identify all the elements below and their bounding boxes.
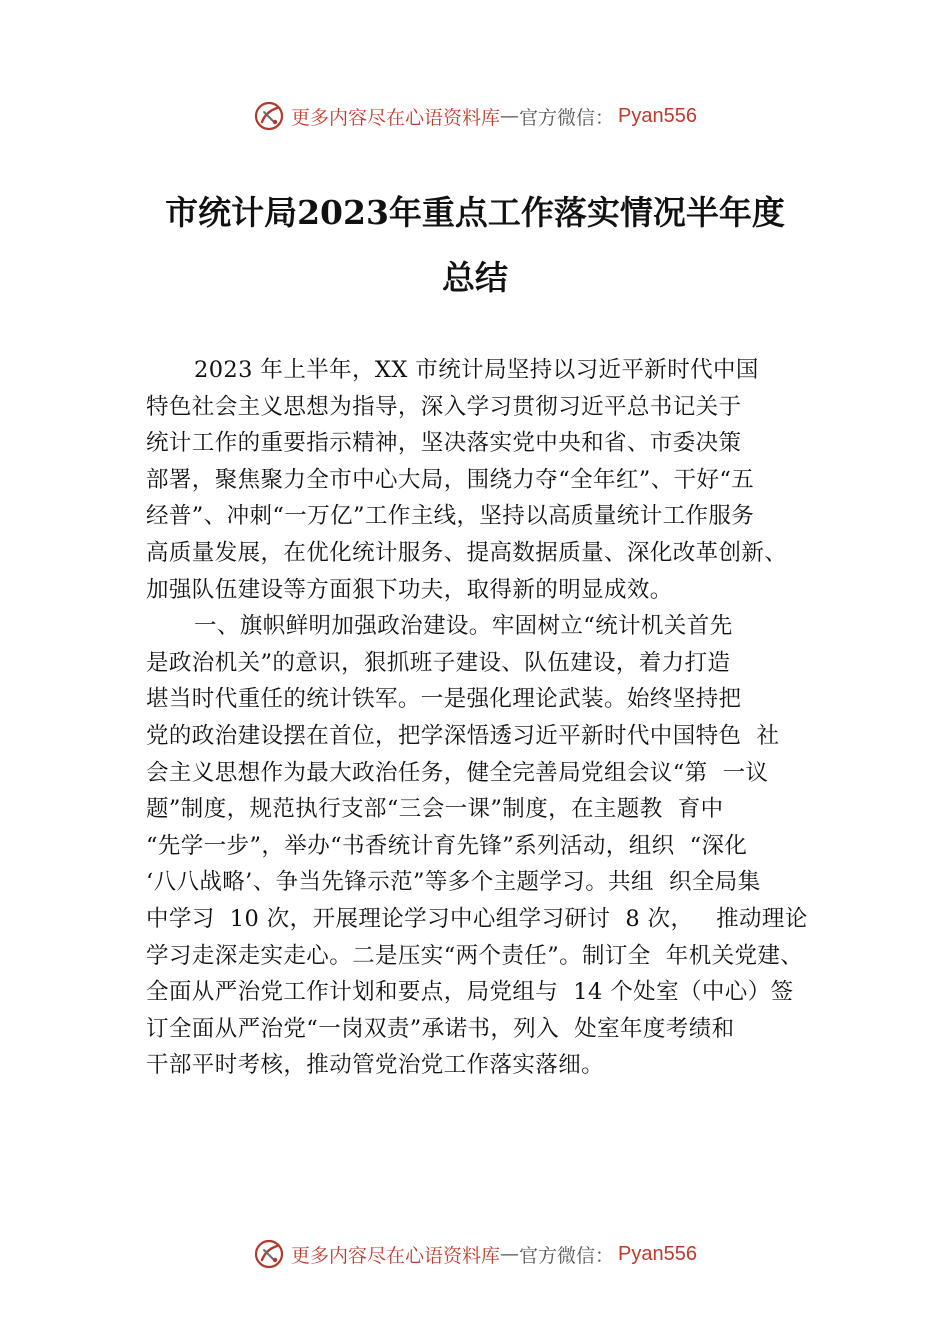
body-line: 部署，聚焦聚力全市中心大局，围绕力夺“全年红”、干好“五	[146, 466, 755, 493]
body-line: 全面从严治党工作计划和要点，局党组与 14 个处室（中心）签	[146, 979, 794, 1006]
brand-logo-icon	[253, 100, 285, 132]
body-line: 2023 年上半年，XX 市统计局坚持以习近平新时代中国	[194, 357, 759, 383]
body-line: 经普”、冲刺“一万亿”工作主线，坚持以高质量统计工作服务	[146, 503, 755, 530]
body-line: 中学习 10 次，开展理论学习中心组学习研讨 8 次， 推动理论	[146, 905, 808, 932]
banner-wechat-label: 官方微信：	[519, 106, 615, 129]
banner-wechat-id: Pyan556	[618, 104, 697, 127]
body-line: 干部平时考核，推动管党治党工作落实落细。	[146, 1052, 605, 1079]
banner-main-text: 更多内容尽在心语资料库	[291, 1244, 501, 1267]
document-body	[146, 352, 846, 1084]
brand-logo-icon	[253, 1238, 285, 1270]
footer-banner	[0, 1234, 950, 1274]
body-line: 一、旗帜鲜明加强政治建设。牢固树立“统计机关首先	[194, 613, 733, 640]
document-title-line-1: 市统计局2023年重点工作落实情况半年度	[165, 193, 785, 232]
banner-wechat-label: 官方微信：	[519, 1244, 615, 1267]
body-line: 会主义思想作为最大政治任务，健全完善局党组会议“第 一议	[146, 759, 769, 786]
body-line: 高质量发展，在优化统计服务、提高数据质量、深化改革创新、	[146, 539, 788, 566]
body-line: 党的政治建设摆在首位，把学深悟透习近平新时代中国特色 社	[146, 722, 780, 749]
document-title-line-2: 总结	[442, 258, 508, 297]
body-line: 是政治机关”的意识，狠抓班子建设、队伍建设，着力打造	[146, 649, 731, 676]
header-banner	[0, 96, 950, 136]
banner-main-text: 更多内容尽在心语资料库	[291, 106, 501, 129]
body-line: 题”制度，规范执行支部“三会一课”制度，在主题教 育中	[146, 796, 724, 823]
body-line: 学习走深走实走心。二是压实“两个责任”。制订全 年机关党建、	[146, 942, 804, 969]
banner-separator: —	[500, 1243, 520, 1265]
body-line: 加强队伍建设等方面狠下功夫，取得新的明显成效。	[146, 576, 673, 603]
body-line: 堪当时代重任的统计铁军。一是强化理论武装。始终坚持把	[146, 686, 742, 713]
body-line: ‘八八战略’、争当先锋示范”等多个主题学习。共组 织全局集	[146, 869, 761, 896]
body-line: 统计工作的重要指示精神，坚决落实党中央和省、市委决策	[146, 430, 742, 457]
banner-separator: —	[500, 105, 520, 127]
body-line: 订全面从严治党“一岗双责”承诺书，列入 处室年度考绩和	[146, 1015, 735, 1042]
banner-wechat-id: Pyan556	[618, 1242, 697, 1265]
body-line: “先学一步”，举办“书香统计育先锋”系列活动，组织 “深化	[146, 832, 748, 859]
body-line: 特色社会主义思想为指导，深入学习贯彻习近平总书记关于	[146, 393, 742, 420]
